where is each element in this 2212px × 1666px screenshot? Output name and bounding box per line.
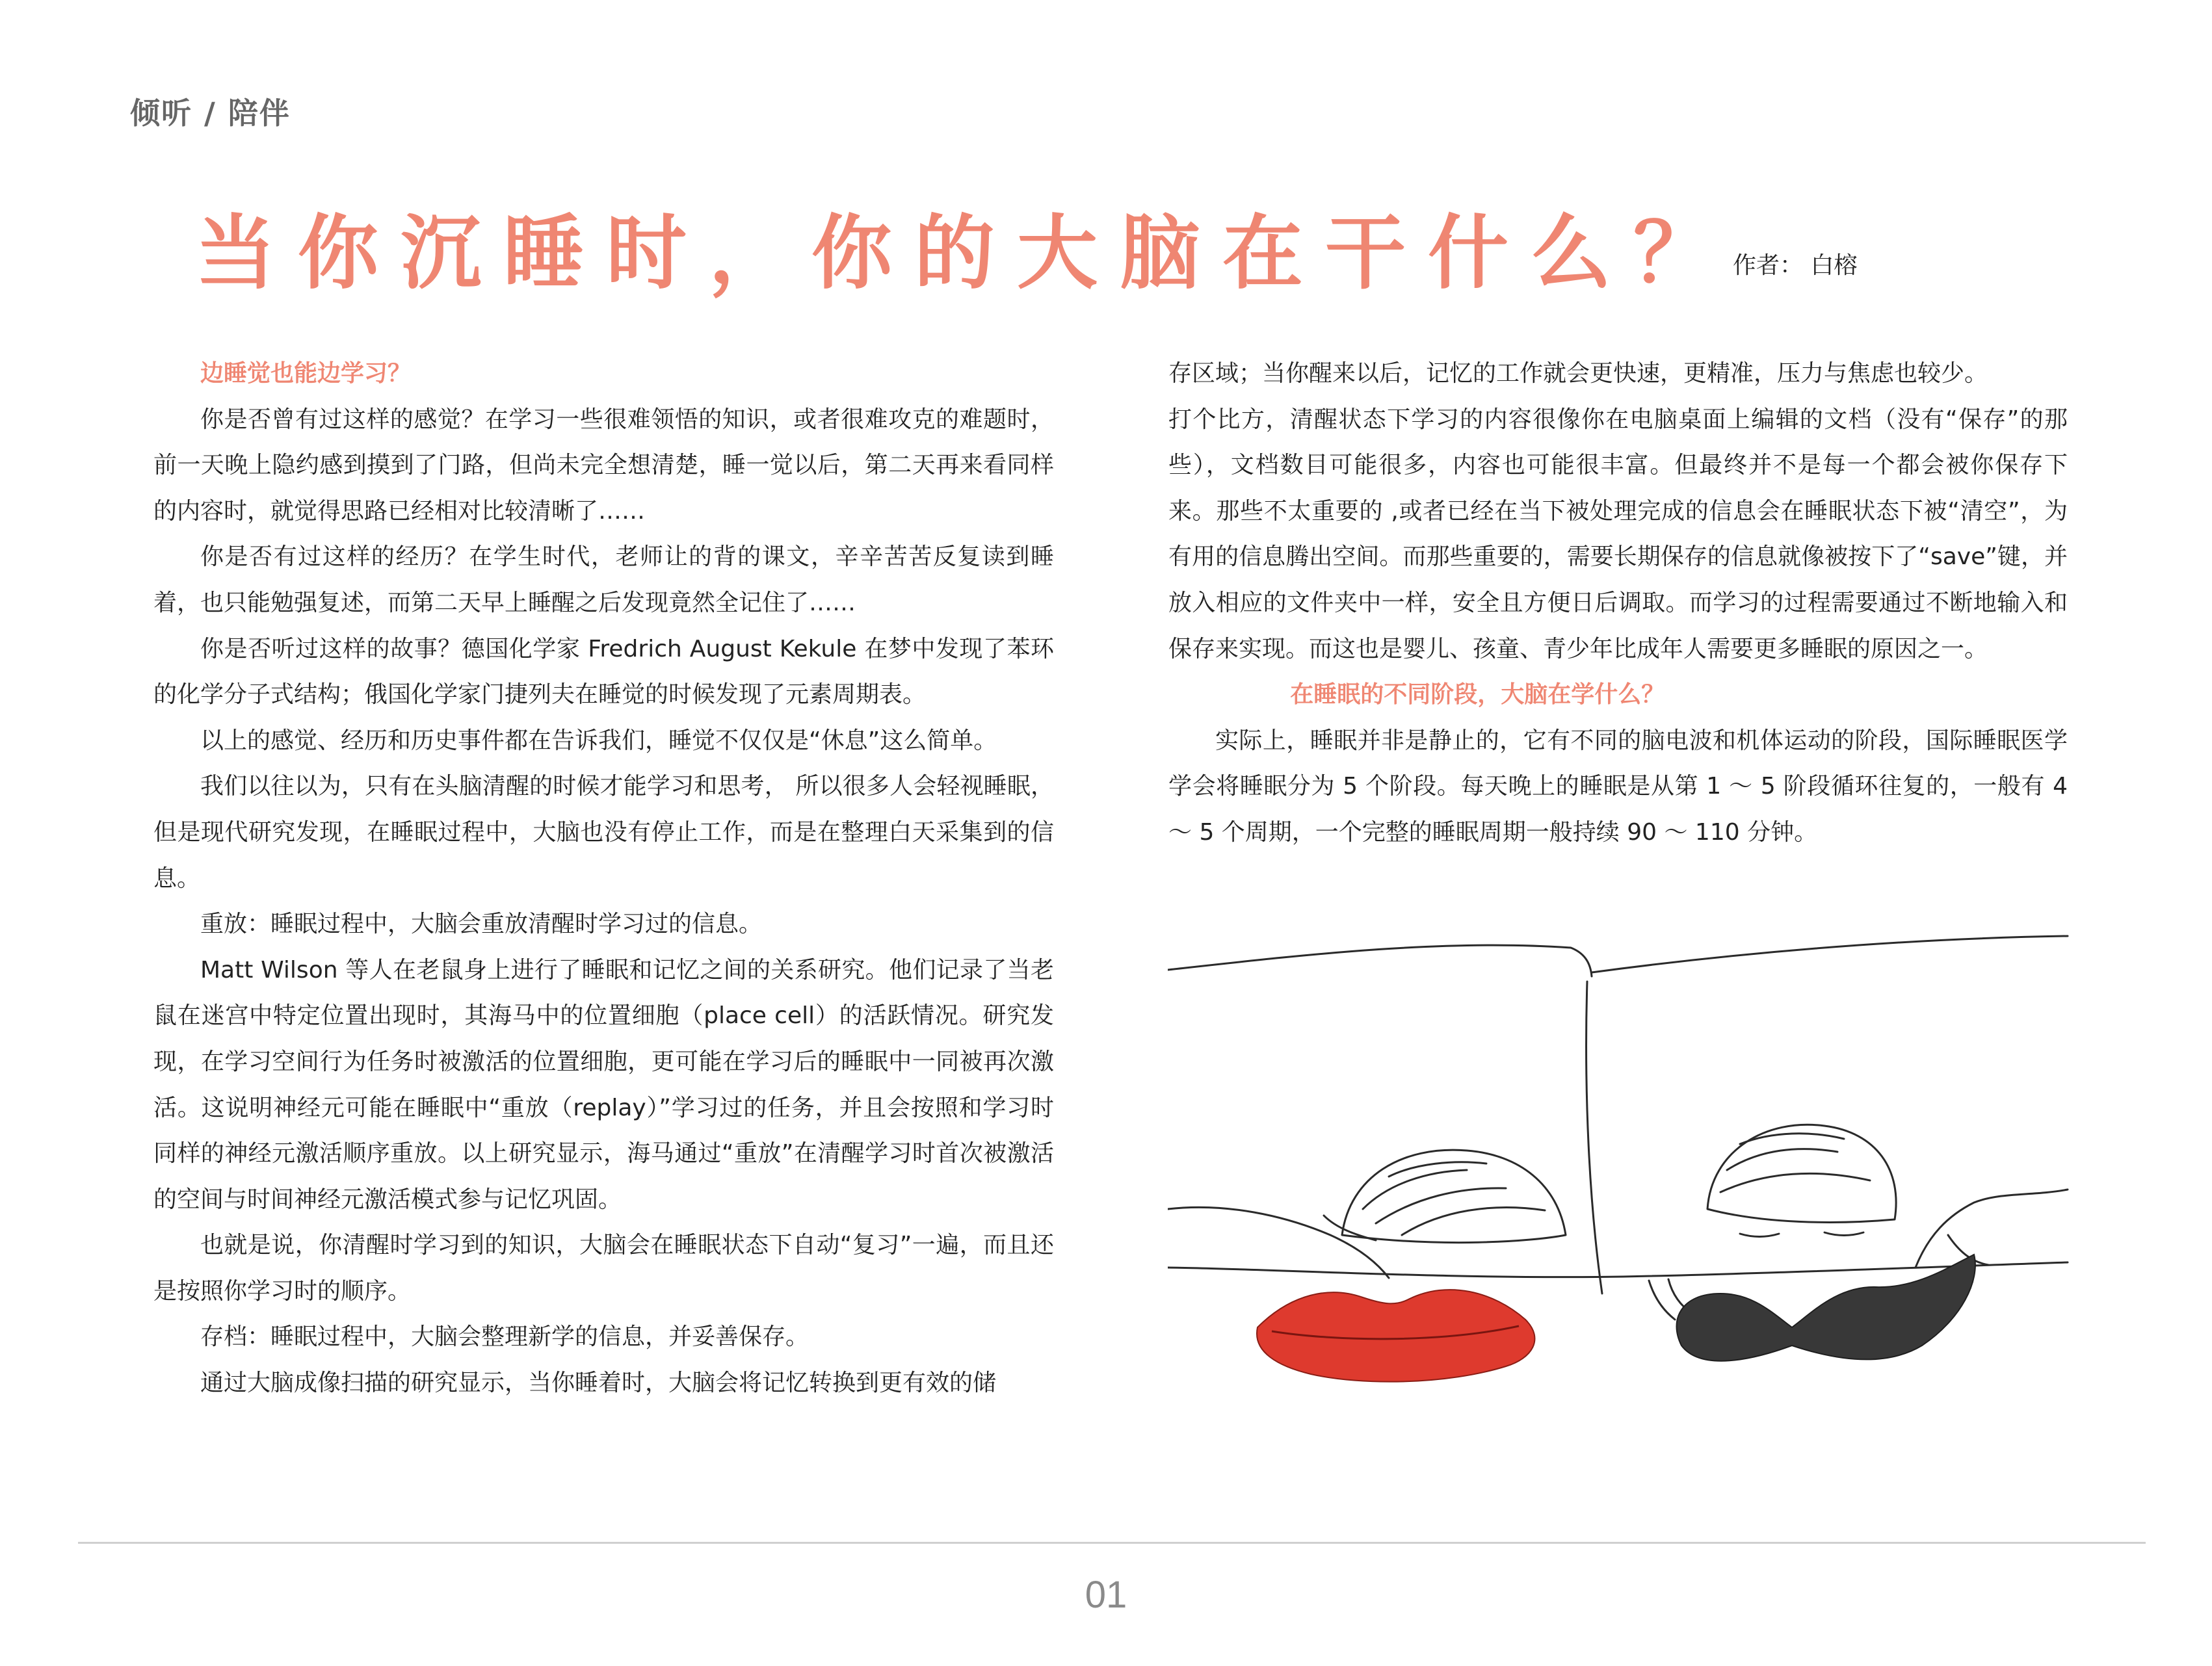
paragraph: 重放：睡眠过程中，大脑会重放清醒时学习过的信息。	[200, 911, 763, 938]
footer-divider	[78, 1542, 2146, 1544]
paragraph: 打个比方，清醒状态下学习的内容很像你在电脑桌面上编辑的文档（没有“保存”的那些），文档数目可能很多，内容也可能很丰富。但最终并不是每一个都会被你保存下来。那些不太重要的 ,或者已经在当下被处理完成的信息会在睡眠状态下被“清空”，为有用的信息腾出空间。而那些重要的，需要长期保存的信息就像被按下了“save”键，并放入相应的文件夹中一样，安全且方便日后调取。而学习的过程需要通过不断地输入和保存来实现。而这也是婴儿、孩童、青少年比成年人需要更多睡眠的原因之一。	[1168, 406, 2068, 662]
section-label: 倾听 / 陪伴	[130, 96, 291, 131]
paragraph: 你是否有过这样的经历？在学生时代，老师让的背的课文，辛辛苦苦反复读到睡着，也只能勉强复述，而第二天早上睡醒之后发现竟然全记住了……	[153, 543, 1054, 616]
pillow-outline	[1592, 936, 2068, 972]
paragraph: 也就是说，你清醒时学习到的知识，大脑会在睡眠状态下自动“复习”一遍，而且还是按照你学习时的顺序。	[153, 1232, 1054, 1305]
article-author: 作者： 白榕	[1733, 252, 1858, 279]
paragraph: Matt Wilson 等人在老鼠身上进行了睡眠和记忆之间的关系研究。他们记录了当老鼠在迷宫中特定位置出现时，其海马中的位置细胞（place cell）的活跃情况。研究发现，在学习空间行为任务时被激活的位置细胞，更可能在学习后的睡眠中一同被再次激活。这说明神经元可能在睡眠中“重放（replay）”学习过的任务，并且会按照和学习时同样的神经元激活顺序重放。以上研究显示，海马通过“重放”在清醒学习时首次被激活的空间与时间神经元激活模式参与记忆巩固。	[153, 956, 1054, 1213]
paragraph: 你是否听过这样的故事？德国化学家 Fredrich August Kekule 在梦中发现了苯环的化学分子式结构；俄国化学家门捷列夫在睡觉的时候发现了元素周期表。	[153, 635, 1054, 709]
paragraph-continued: 存区域；当你醒来以后，记忆的工作就会更快速，更精准，压力与焦虑也较少。	[1168, 360, 1988, 387]
page-number: 01	[1085, 1574, 1127, 1616]
paragraph: 你是否曾有过这样的感觉？在学习一些很难领悟的知识，或者很难攻克的难题时，前一天晚上隐约感到摸到了门路，但尚未完全想清楚，睡一觉以后，第二天再来看同样的内容时，就觉得思路已经相对比较清晰了……	[153, 406, 1054, 525]
paragraph: 实际上，睡眠并非是静止的，它有不同的脑电波和机体运动的阶段，国际睡眠医学学会将睡眠分为 5 个阶段。每天晚上的睡眠是从第 1 ～ 5 阶段循环往复的，一般有 4 ～ 5 个周期，一个完整的睡眠周期一般持续 90 ～ 110 分钟。	[1168, 727, 2068, 846]
lips-illustration	[1257, 1290, 1534, 1382]
pillow-seam	[1587, 982, 1602, 1294]
paragraph: 以上的感觉、经历和历史事件都在告诉我们，睡觉不仅仅是“休息”这么简单。	[200, 727, 997, 754]
subheading: 在睡眠的不同阶段，大脑在学什么？	[1290, 681, 1665, 709]
hair-left	[1342, 1150, 1566, 1242]
paragraph: 通过大脑成像扫描的研究显示，当你睡着时，大脑会将记忆转换到更有效的储	[200, 1370, 997, 1397]
paragraph: 我们以往以为，只有在头脑清醒的时候才能学习和思考， 所以很多人会轻视睡眠，但是现代研究发现，在睡眠过程中，大脑也没有停止工作，而是在整理白天采集到的信息。	[153, 773, 1054, 892]
right-column	[1168, 351, 2068, 856]
left-column	[153, 351, 1054, 1407]
pillow-outline	[1168, 945, 1592, 976]
subheading: 边睡觉也能边学习？	[200, 360, 412, 387]
paragraph: 存档：睡眠过程中，大脑会整理新学的信息，并妥善保存。	[200, 1323, 810, 1351]
hand-right	[1916, 1190, 2068, 1268]
sleeping-couple-illustration	[1168, 930, 2069, 1411]
article-title: 当你沉睡时，你的大脑在干什么？	[195, 207, 1737, 300]
